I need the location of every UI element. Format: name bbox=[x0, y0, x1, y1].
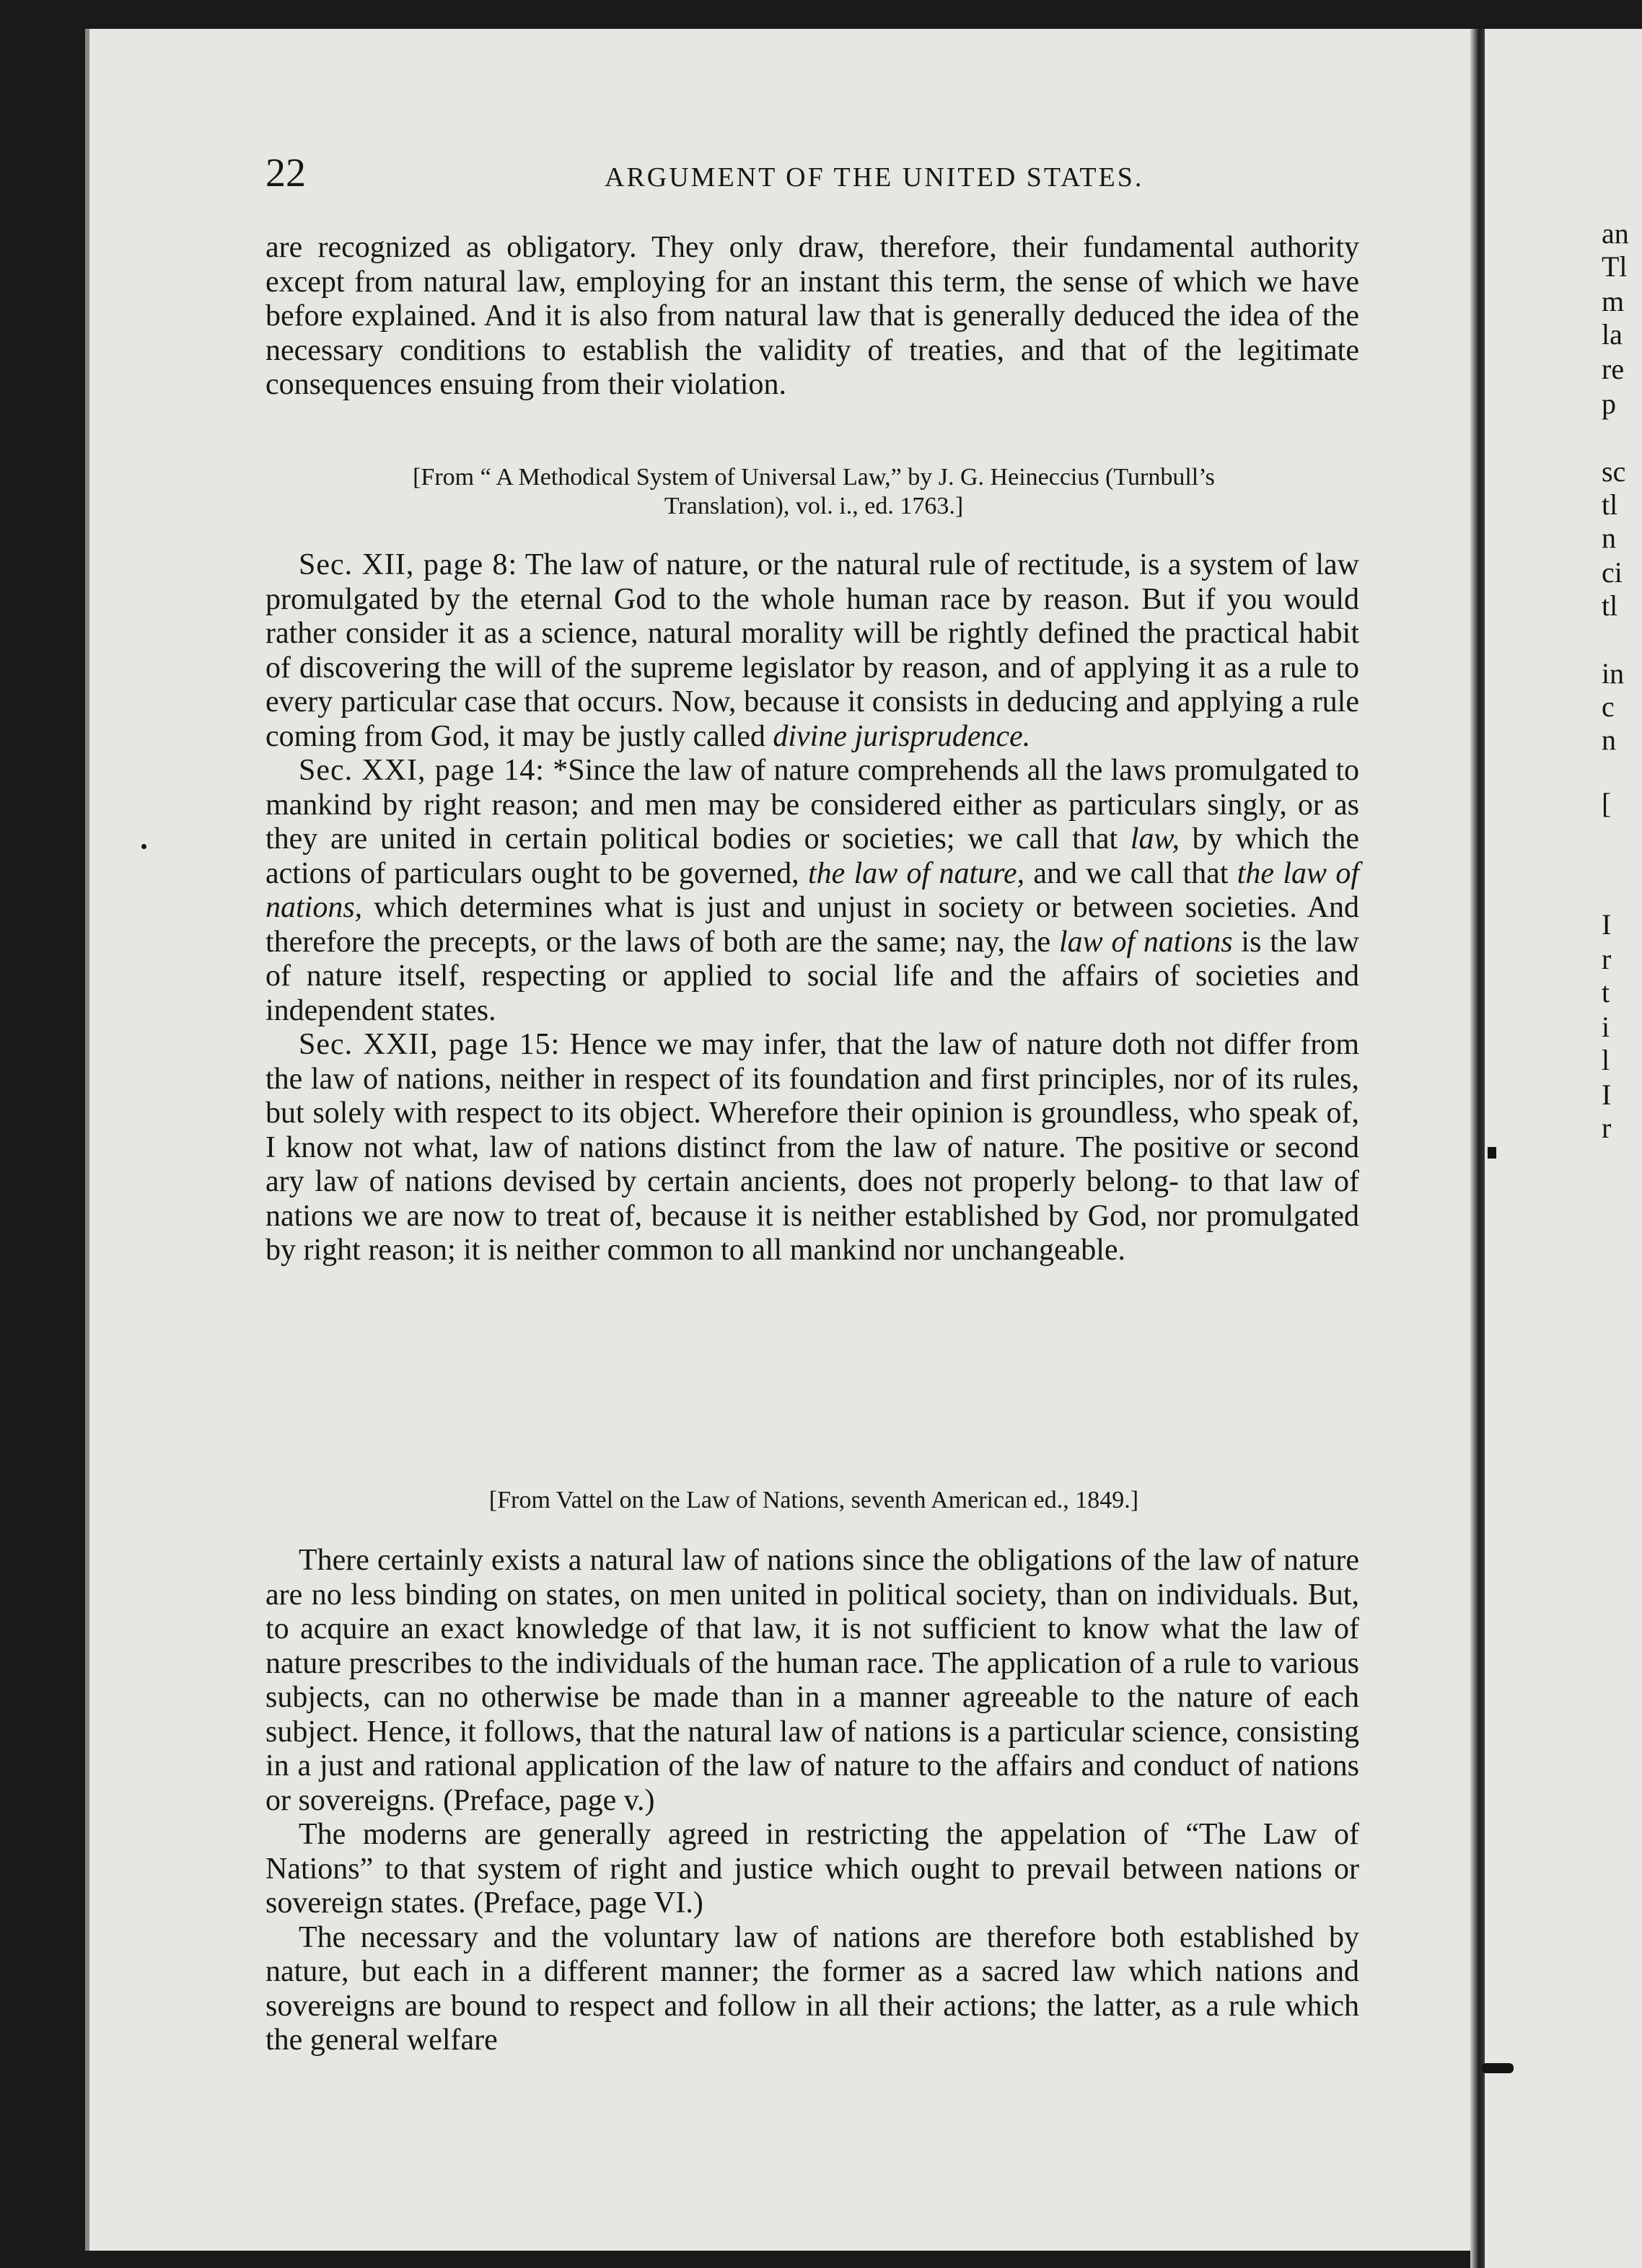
section-label: Sec. XXI, page 14: bbox=[299, 754, 545, 787]
running-title: ARGUMENT OF THE UNITED STATES. bbox=[605, 162, 1144, 193]
fragment: r bbox=[1602, 1112, 1612, 1144]
citation-line: [From Vattel on the Law of Nations, seventh American ed., 1849.] bbox=[488, 1487, 1139, 1513]
section-text: is the law of nature itself, respecting or applied to social life and the affairs of societies and independent states. bbox=[265, 925, 1360, 1027]
fragment: re bbox=[1602, 353, 1625, 385]
fragment: m bbox=[1602, 285, 1625, 317]
citation-line: [From “ A Methodical System of Universal Law,” by J. G. Heineccius (Turnbull’s bbox=[413, 464, 1215, 491]
binding-mark bbox=[1482, 2063, 1514, 2073]
fragment: tl bbox=[1602, 488, 1618, 521]
fragment: tl bbox=[1602, 589, 1618, 622]
fragment: t bbox=[1602, 976, 1610, 1008]
source-citation-vattel bbox=[265, 1486, 1362, 1515]
heineccius-excerpts bbox=[265, 548, 1359, 1268]
fragment: i bbox=[1602, 1011, 1610, 1043]
italic-phrase: law, bbox=[1130, 822, 1180, 856]
book-gutter bbox=[1470, 29, 1485, 2268]
paragraph-continuation bbox=[265, 231, 1359, 403]
fragment: la bbox=[1602, 318, 1623, 351]
fragment: an bbox=[1602, 217, 1629, 250]
section-text: by which the actions of particulars ought to be governed, bbox=[265, 822, 1359, 890]
vattel-excerpts bbox=[265, 1544, 1359, 2058]
fragment: [ bbox=[1602, 787, 1612, 819]
fragment: p bbox=[1602, 387, 1616, 420]
paragraph: The necessary and the voluntary law of nations are therefore both established by nature, but each in a different manner; the former as a sacred law which nations and sovereigns are bound to respect and follow in all their actions; the latter, as a rule which the general welfare bbox=[265, 1920, 1359, 2057]
paragraph: are recognized as obligatory. They only draw, therefore, their fundamental authority except from natural law, employing for an instant this term, the sense of which we have before explained. And it is also from natural law that is generally deduced the idea of the necessary conditions to establish the validity of treaties, and that of the legitimate consequences ensuing from their violation. bbox=[265, 231, 1359, 401]
section-text: Hence we may infer, that the law of nature doth not differ from the law of nations, neither in respect of its foundation and first principles, nor of its rules, but solely with respect to its object. Wherefore their opinion is groundless, who speak of, I know not what, law of nations distinct from the law of nature. The positive or second ary law of nations devised by certain ancients, does not properly belong- to that law of nations we are now to treat of, because it is neither established by God, nor promulgated by right reason; it is neither common to all mankind nor unchangeable. bbox=[265, 1028, 1359, 1267]
italic-phrase: the law of nature, bbox=[807, 856, 1025, 890]
fragment: n bbox=[1602, 522, 1616, 554]
section-xxii bbox=[265, 1028, 1359, 1268]
section-label: Sec. XII, page 8: bbox=[299, 548, 518, 581]
fragment: sc bbox=[1602, 455, 1626, 488]
stray-dot bbox=[141, 844, 146, 849]
italic-phrase: law of nations bbox=[1058, 925, 1233, 959]
fragment: r bbox=[1602, 943, 1612, 975]
source-citation-heineccius bbox=[265, 463, 1362, 521]
fragment: I bbox=[1602, 908, 1612, 941]
fragment: l bbox=[1602, 1044, 1610, 1076]
fragment: ci bbox=[1602, 556, 1623, 589]
section-xii bbox=[265, 548, 1359, 754]
fragment: n bbox=[1602, 724, 1616, 756]
section-text: and we call that bbox=[1024, 856, 1237, 890]
fragment: Tl bbox=[1602, 250, 1628, 283]
section-text: *Since the law of nature comprehends all the laws promulgated to mankind by right reason; and men may be considered either as particulars singly, or as they are united in certain political bodies or societies; we call that bbox=[265, 754, 1359, 856]
italic-phrase: divine jurisprudence. bbox=[773, 719, 1031, 753]
fragment: c bbox=[1602, 690, 1615, 723]
citation-line: Translation), vol. i., ed. 1763.] bbox=[664, 493, 964, 519]
section-text: which determines what is just and unjust in society or between societies. And therefore the precepts, or the laws of both are the same; nay, the bbox=[265, 891, 1359, 959]
fragment: in bbox=[1602, 657, 1625, 690]
section-xxi bbox=[265, 754, 1359, 1028]
paragraph: There certainly exists a natural law of nations since the obligations of the law of nature are no less binding on states, on men united in political society, than on individuals. But, to acquire an exact knowledge of that law, it is not sufficient to know what the law of nature prescribes to the individuals of the human race. The application of a rule to various subjects, can no otherwise be made than in a manner agreeable to the nature of each subject. Hence, it follows, that the natural law of nations is a particular science, consisting in a just and rational application of the law of nature to the affairs and conduct of nations or sovereigns. (Preface, page v.) bbox=[265, 1544, 1359, 1817]
fragment: I bbox=[1602, 1078, 1612, 1111]
italic-phrase: the law of nations, bbox=[265, 856, 1359, 924]
section-text: The law of nature, or the natural rule of rectitude, is a system of law promulgated by the eternal God to the whole human race by reason. But if you would rather consider it as a science, natural morality will be rightly defined the practical habit of discovering the will of the supreme legislator by reason, and of applying it as a rule to every particular case that occurs. Now, because it consists in deducing and applying a rule coming from God, it may be justly called bbox=[265, 548, 1359, 753]
section-label: Sec. XXII, page 15: bbox=[299, 1028, 561, 1061]
binding-mark bbox=[1488, 1147, 1496, 1159]
paragraph: The moderns are generally agreed in restricting the appelation of “The Law of Nations” to that system of right and justice which ought to prevail between nations or sovereign states. (Preface, page VI.) bbox=[265, 1818, 1359, 1920]
page-number: 22 bbox=[265, 151, 306, 195]
page-header bbox=[179, 150, 1362, 201]
